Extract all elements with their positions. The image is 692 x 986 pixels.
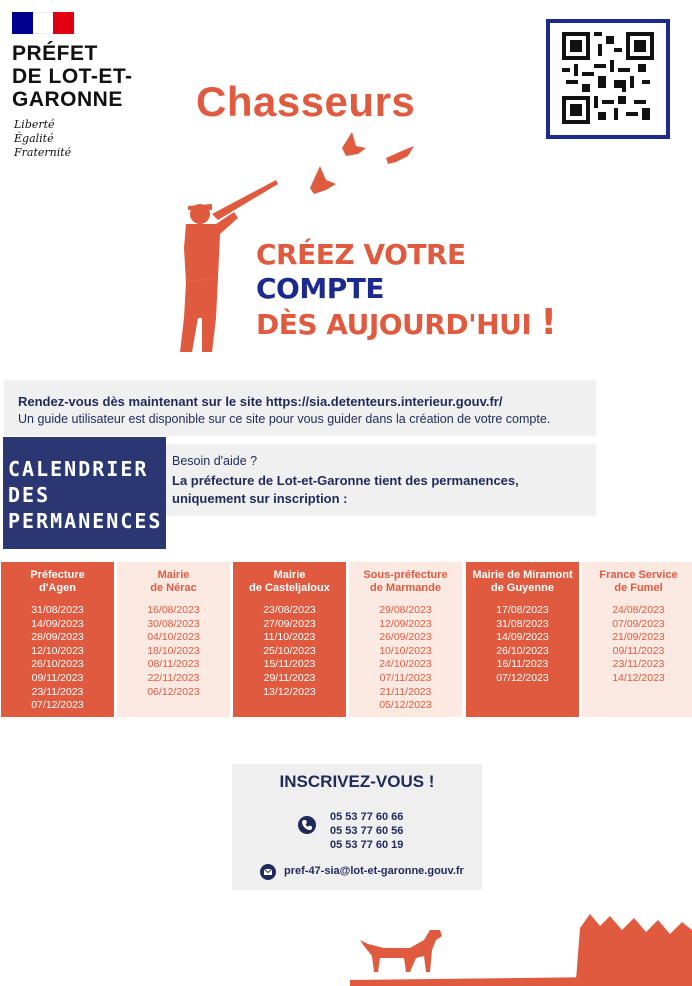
schedule-dates bbox=[466, 604, 579, 686]
schedule-date: 07/09/2023 bbox=[612, 617, 665, 630]
schedule-column bbox=[233, 562, 346, 717]
schedule-date: 07/12/2023 bbox=[31, 699, 84, 712]
inscription-title: INSCRIVEZ-VOUS ! bbox=[279, 772, 435, 791]
schedule-column-title-line: de Guyenne bbox=[491, 582, 554, 594]
dog-and-trees-icon bbox=[350, 910, 692, 986]
flying-ducks-icon bbox=[300, 128, 430, 200]
schedule-date: 31/08/2023 bbox=[31, 604, 84, 616]
schedule-dates bbox=[117, 604, 230, 699]
schedule-date: 21/11/2023 bbox=[379, 685, 432, 698]
schedule-date: 27/09/2023 bbox=[263, 617, 316, 630]
schedule-column-title-line: France Service bbox=[599, 569, 678, 581]
schedule-date: 18/10/2023 bbox=[147, 644, 200, 657]
schedule-date: 14/12/2023 bbox=[612, 671, 665, 684]
schedule-date: 10/10/2023 bbox=[379, 644, 432, 657]
schedule-column-title-line: de Marmande bbox=[370, 582, 441, 594]
schedule-date: 26/10/2023 bbox=[31, 658, 84, 671]
schedule-date: 23/08/2023 bbox=[263, 604, 316, 616]
schedule-date: 06/12/2023 bbox=[147, 685, 200, 698]
schedule-date: 23/11/2023 bbox=[612, 658, 665, 671]
help-text: La préfecture de Lot-et-Garonne tient des permanences, uniquement sur inscription : bbox=[172, 473, 519, 506]
website-instruction[interactable]: Rendez-vous dès maintenant sur le site https://sia.detenteurs.interieur.gouv.fr/ bbox=[18, 394, 503, 409]
schedule-date: 26/10/2023 bbox=[496, 644, 549, 657]
schedule-dates bbox=[1, 604, 114, 713]
calendar-title: CALENDRIER DES PERMANENCES bbox=[8, 457, 163, 533]
schedule-column-title bbox=[233, 569, 346, 601]
schedule-column-title-line: Mairie bbox=[157, 569, 190, 581]
phone-numbers[interactable]: 05 53 77 60 66 05 53 77 60 56 05 53 77 60 19 bbox=[330, 811, 404, 851]
schedule-date: 17/08/2023 bbox=[496, 604, 549, 616]
schedule-column-title-line: de Nérac bbox=[150, 582, 197, 594]
schedule-date: 11/10/2023 bbox=[263, 631, 316, 644]
schedule-column-title-line: Mairie de Miramont bbox=[472, 569, 573, 581]
schedule-date: 14/09/2023 bbox=[31, 617, 84, 630]
schedule-dates bbox=[349, 604, 462, 713]
schedule-date: 05/12/2023 bbox=[379, 699, 432, 712]
schedule-column bbox=[117, 562, 230, 717]
email-link[interactable]: pref-47-sia@lot-et-garonne.gouv.fr bbox=[284, 865, 464, 877]
schedule-date: 09/11/2023 bbox=[31, 671, 84, 684]
schedule-column-title-line: Sous-préfecture bbox=[363, 569, 448, 581]
schedule-column bbox=[582, 562, 692, 717]
schedule-column bbox=[349, 562, 462, 717]
schedule-date: 04/10/2023 bbox=[147, 631, 200, 644]
schedule-date: 31/08/2023 bbox=[496, 617, 549, 630]
schedule-date: 14/09/2023 bbox=[496, 631, 549, 644]
motto: Liberté Égalité Fraternité bbox=[14, 118, 72, 159]
schedule-date: 25/10/2023 bbox=[263, 644, 316, 657]
schedule-date: 29/08/2023 bbox=[379, 604, 432, 616]
schedule-date: 08/11/2023 bbox=[147, 658, 200, 671]
schedule-column-title-line: Préfecture bbox=[30, 569, 85, 581]
schedule-date: 15/11/2023 bbox=[263, 658, 316, 671]
schedule-date: 12/09/2023 bbox=[379, 617, 432, 630]
schedule-date: 07/12/2023 bbox=[496, 671, 549, 684]
schedule-dates bbox=[582, 604, 692, 686]
schedule-date: 22/11/2023 bbox=[147, 671, 200, 684]
phone-icon bbox=[298, 816, 316, 834]
schedule-column bbox=[466, 562, 579, 717]
schedule-date: 09/11/2023 bbox=[612, 644, 665, 657]
schedule-dates bbox=[233, 604, 346, 699]
schedule-column-title bbox=[1, 569, 114, 601]
schedule-date: 29/11/2023 bbox=[263, 671, 316, 684]
schedule-date: 13/12/2023 bbox=[263, 685, 316, 698]
republic-flag bbox=[12, 12, 74, 34]
prefet-title: PRÉFET DE LOT-ET- GARONNE bbox=[12, 42, 133, 111]
schedule-date: 24/10/2023 bbox=[379, 658, 432, 671]
schedule-date: 16/08/2023 bbox=[147, 604, 200, 616]
schedule-column-title-line: de Fumel bbox=[614, 582, 663, 594]
help-question: Besoin d'aide ? bbox=[172, 454, 258, 468]
schedule-column-title bbox=[349, 569, 462, 601]
schedule-date: 28/09/2023 bbox=[31, 631, 84, 644]
mail-icon bbox=[260, 864, 276, 880]
qr-code-icon[interactable] bbox=[562, 32, 654, 124]
schedule-column-title-line: d'Agen bbox=[39, 582, 76, 594]
schedule-date: 24/08/2023 bbox=[612, 604, 665, 616]
cta-heading: CRÉEZ VOTRE COMPTE DÈS AUJOURD'HUI ! bbox=[256, 238, 557, 343]
schedule-column bbox=[1, 562, 114, 717]
schedule-date: 26/09/2023 bbox=[379, 631, 432, 644]
schedule-date: 23/11/2023 bbox=[31, 685, 84, 698]
guide-info: Un guide utilisateur est disponible sur ce site pour vous guider dans la création de votre compte. bbox=[18, 412, 551, 426]
schedule-date: 12/10/2023 bbox=[31, 644, 84, 657]
schedule-column-title-line: de Casteljaloux bbox=[249, 582, 330, 594]
schedule-date: 30/08/2023 bbox=[147, 617, 200, 630]
schedule-date: 07/11/2023 bbox=[379, 671, 432, 684]
schedule-column-title bbox=[466, 569, 579, 601]
schedule-column-title bbox=[117, 569, 230, 601]
headline: Chasseurs bbox=[196, 78, 416, 125]
schedule-date: 21/09/2023 bbox=[612, 631, 665, 644]
schedule-column-title-line: Mairie bbox=[273, 569, 306, 581]
schedule-date: 16/11/2023 bbox=[496, 658, 549, 671]
schedule-column-title bbox=[582, 569, 692, 601]
